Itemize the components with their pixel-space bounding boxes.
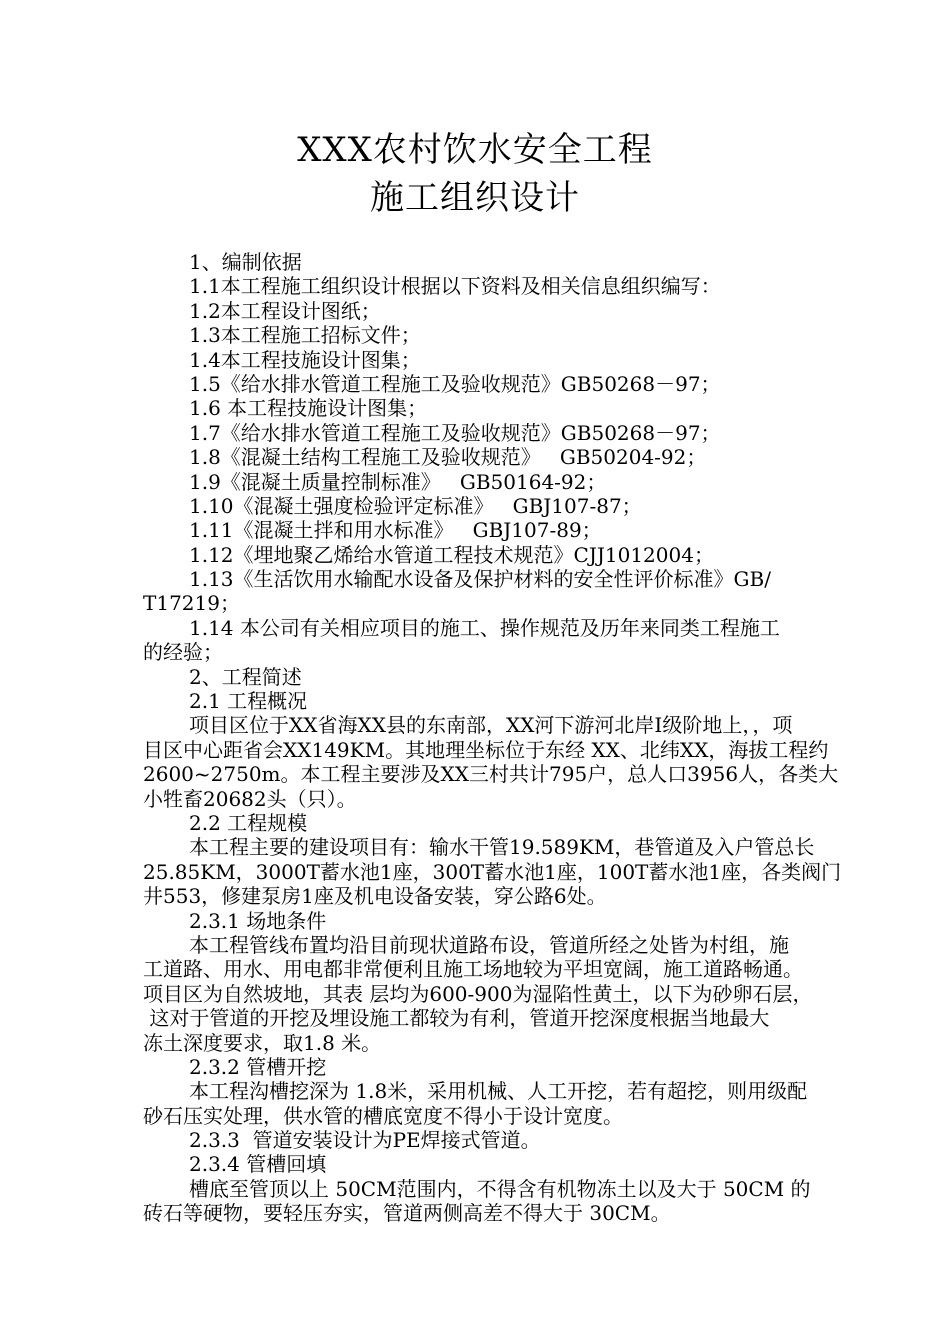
text-line: T17219； bbox=[143, 591, 240, 616]
text-line: 1、编制依据 bbox=[189, 250, 302, 274]
text-line: 1.9《混凝土质量控制标准》 GB50164-92； bbox=[189, 469, 607, 494]
text-line: 项目区位于XX省海XX县的东南部，XX河下游河北岸Ⅰ级阶地上，，项 bbox=[189, 713, 793, 738]
document-title-line-2: 施工组织设计 bbox=[370, 178, 580, 218]
text-line: 2.3.1 场地条件 bbox=[189, 908, 327, 933]
text-line: 1.1本工程施工组织设计根据以下资料及相关信息组织编写： bbox=[189, 274, 721, 299]
text-line: 2、工程简述 bbox=[189, 664, 302, 689]
text-line: 2.1 工程概况 bbox=[189, 689, 308, 714]
text-line: 砂石压实处理，供水管的槽底宽度不得小于设计宽度。 bbox=[143, 1103, 623, 1128]
text-line: 本工程管线布置均沿目前现状道路布设，管道所经之处皆为村组，施 bbox=[189, 932, 789, 957]
text-line: 2.3.3 管道安装设计为PE焊接式管道。 bbox=[189, 1128, 541, 1153]
text-line: 砖石等硬物，要轻压夯实，管道两侧高差不得大于 30CM。 bbox=[143, 1201, 671, 1226]
text-line: 的经验； bbox=[143, 640, 223, 665]
text-line: 本工程沟槽挖深为 1.8米，采用机械、人工开挖，若有超挖，则用级配 bbox=[189, 1079, 808, 1104]
text-line: 2.3.4 管槽回填 bbox=[189, 1152, 327, 1177]
text-line: 本工程主要的建设项目有：输水干管19.589KM，巷管道及入户管总长 bbox=[189, 835, 815, 860]
text-line: 井553，修建泵房1座及机电设备安装，穿公路6处。 bbox=[143, 884, 607, 909]
text-line: 2.2 工程规模 bbox=[189, 810, 308, 835]
text-line: 1.14 本公司有关相应项目的施工、操作规范及历年来同类工程施工 bbox=[189, 615, 780, 640]
text-line: 1.11《混凝土拌和用水标准》 GBJ107-89； bbox=[189, 518, 602, 543]
text-line: 1.7《给水排水管道工程施工及验收规范》GB50268－97； bbox=[189, 420, 721, 445]
text-line: 槽底至管顶以上 50CM范围内，不得含有机物冻土以及大于 50CM 的 bbox=[189, 1176, 811, 1201]
text-line: 1.3本工程施工招标文件； bbox=[189, 323, 421, 348]
text-line: 25.85KM，3000T蓄水池1座，300T蓄水池1座，100T蓄水池1座，各类阀门 bbox=[143, 859, 842, 884]
text-line: 项目区为自然坡地，其表 层均为600-900为湿陷性黄土，以下为砂卵石层， bbox=[143, 981, 813, 1006]
text-line: 1.13《生活饮用水输配水设备及保护材料的安全性评价标准》GB/ bbox=[189, 567, 771, 592]
text-line: 1.2本工程设计图纸； bbox=[189, 298, 381, 323]
text-line: 这对于管道的开挖及埋设施工都较为有利，管道开挖深度根据当地最大 bbox=[143, 1006, 770, 1031]
text-line: 小牲畜20682头（只）。 bbox=[143, 786, 357, 811]
document-title-line-1: XXX农村饮水安全工程 bbox=[297, 130, 653, 170]
text-line: 工道路、用水、用电都非常便利且施工场地较为平坦宽阔，施工道路畅通。 bbox=[143, 957, 803, 982]
text-line: 1.4本工程技施设计图集； bbox=[189, 347, 421, 372]
text-line: 1.10《混凝土强度检验评定标准》 GBJ107-87； bbox=[189, 493, 642, 518]
text-line: 1.8《混凝土结构工程施工及验收规范》 GB50204-92； bbox=[189, 445, 707, 470]
text-line: 冻土深度要求，取1.8 米。 bbox=[143, 1030, 382, 1055]
text-line: 2.3.2 管槽开挖 bbox=[189, 1054, 327, 1079]
text-line: 1.12《埋地聚乙烯给水管道工程技术规范》CJJ1012004； bbox=[189, 542, 714, 567]
document-body bbox=[143, 250, 863, 1226]
text-line: 1.6 本工程技施设计图集； bbox=[189, 396, 428, 421]
text-line: 目区中心距省会XX149KM。其地理坐标位于东经 XX、北纬XX，海拔工程约 bbox=[143, 737, 829, 762]
text-line: 2600~2750m。本工程主要涉及XX三村共计795户，总人口3956人，各类大 bbox=[143, 762, 839, 787]
text-line: 1.5《给水排水管道工程施工及验收规范》GB50268－97； bbox=[189, 371, 721, 396]
